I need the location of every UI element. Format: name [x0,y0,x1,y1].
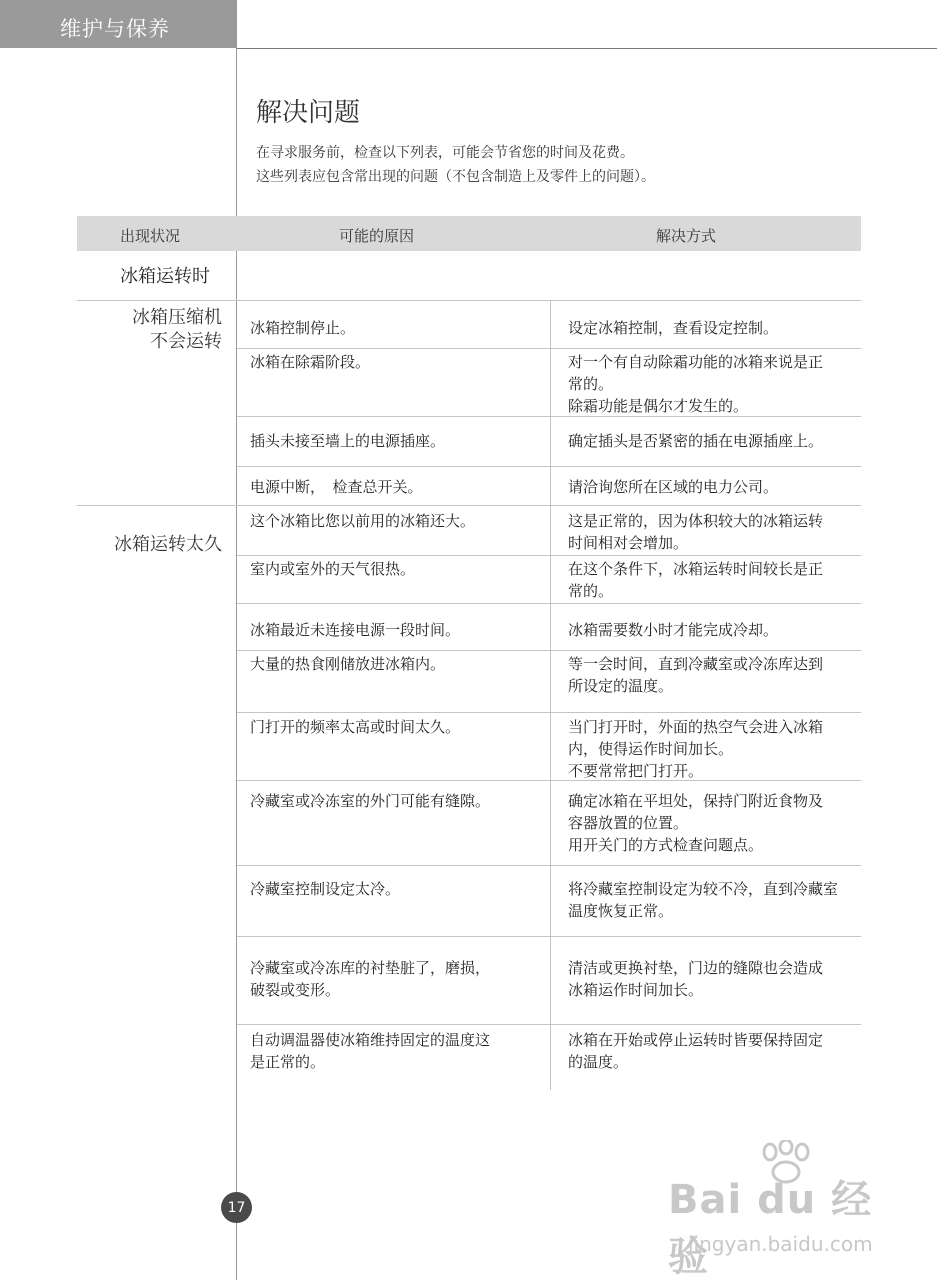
cause-cell: 冷藏室控制设定太冷。 [250,880,401,898]
watermark-url: jingyan.baidu.com [688,1232,873,1256]
watermark-logo: Bai du 经验 [668,1177,873,1280]
cause-cell: 冷藏室或冷冻室的外门可能有缝隙。 [250,792,491,810]
fix-cell: 确定插头是否紧密的插在电源插座上。 [568,432,824,450]
header-symptom: 出现状况 [120,227,181,245]
header-tab [0,0,236,48]
symptom-compressor: 冰箱压缩机 不会运转 [132,307,222,352]
row-divider [237,300,861,301]
fix-cell: 确定冰箱在平坦处，保持门附近食物及 容器放置的位置。 用开关门的方式检查问题点。 [568,792,824,854]
cause-cell: 电源中断， 检查总开关。 [250,478,423,496]
symptom-runs-long: 冰箱运转太久 [114,534,222,555]
cause-cell: 冰箱最近未连接电源一段时间。 [250,621,461,639]
header-divider [236,48,937,49]
watermark [668,1140,898,1280]
row-divider [237,603,861,604]
fix-cell: 将冷藏室控制设定为较不冷，直到冷藏室 温度恢复正常。 [568,880,839,920]
fix-cell: 冰箱在开始或停止运转时皆要保持固定 的温度。 [568,1031,824,1071]
column-divider [550,300,551,1090]
cause-cell: 大量的热食刚储放进冰箱内。 [250,655,446,673]
group-divider [77,505,861,506]
page-title: 解决问题 [256,98,361,128]
margin-rule [236,0,237,1280]
cause-cell: 门打开的频率太高或时间太久。 [250,718,461,736]
row-divider [237,348,861,349]
row-divider [237,865,861,866]
fix-cell: 等一会时间，直到冷藏室或冷冻库达到 所设定的温度。 [568,655,824,695]
fix-cell: 在这个条件下，冰箱运转时间较长是正 常的。 [568,560,824,600]
cause-cell: 自动调温器使冰箱维持固定的温度这 是正常的。 [250,1031,491,1071]
cause-cell: 这个冰箱比您以前用的冰箱还大。 [250,512,476,530]
fix-cell: 这是正常的，因为体积较大的冰箱运转 时间相对会增加。 [568,512,824,552]
page-number: 17 [221,1192,252,1223]
group-divider [77,300,237,301]
cause-cell: 插头未接至墙上的电源插座。 [250,432,446,450]
cause-cell: 室内或室外的天气很热。 [250,560,416,578]
fix-cell: 设定冰箱控制，查看设定控制。 [568,319,779,337]
section-title: 维护与保养 [60,17,170,41]
row-divider [237,555,861,556]
cause-cell: 冰箱控制停止。 [250,319,356,337]
row-divider [237,466,861,467]
table-header [77,216,861,251]
fix-cell: 请洽询您所在区域的电力公司。 [568,478,779,496]
header-fix: 解决方式 [656,227,717,245]
row-divider [237,650,861,651]
intro-line-1: 在寻求服务前，检查以下列表，可能会节省您的时间及花费。 [256,145,634,161]
cause-cell: 冰箱在除霜阶段。 [250,353,371,371]
section-heading: 冰箱运转时 [120,266,210,287]
fix-cell: 对一个有自动除霜功能的冰箱来说是正 常的。 除霜功能是偶尔才发生的。 [568,353,824,415]
row-divider [237,936,861,937]
fix-cell: 清洁或更换衬垫，门边的缝隙也会造成 冰箱运作时间加长。 [568,959,824,999]
intro-line-2: 这些列表应包含常出现的问题（不包含制造上及零件上的问题）。 [256,169,655,185]
row-divider [237,712,861,713]
header-cause: 可能的原因 [339,227,415,245]
fix-cell: 冰箱需要数小时才能完成冷却。 [568,621,779,639]
fix-cell: 当门打开时，外面的热空气会进入冰箱 内，使得运作时间加长。 不要常常把门打开。 [568,718,824,780]
cause-cell: 冷藏室或冷冻库的衬垫脏了，磨损， 破裂或变形。 [250,959,491,999]
row-divider [237,1024,861,1025]
